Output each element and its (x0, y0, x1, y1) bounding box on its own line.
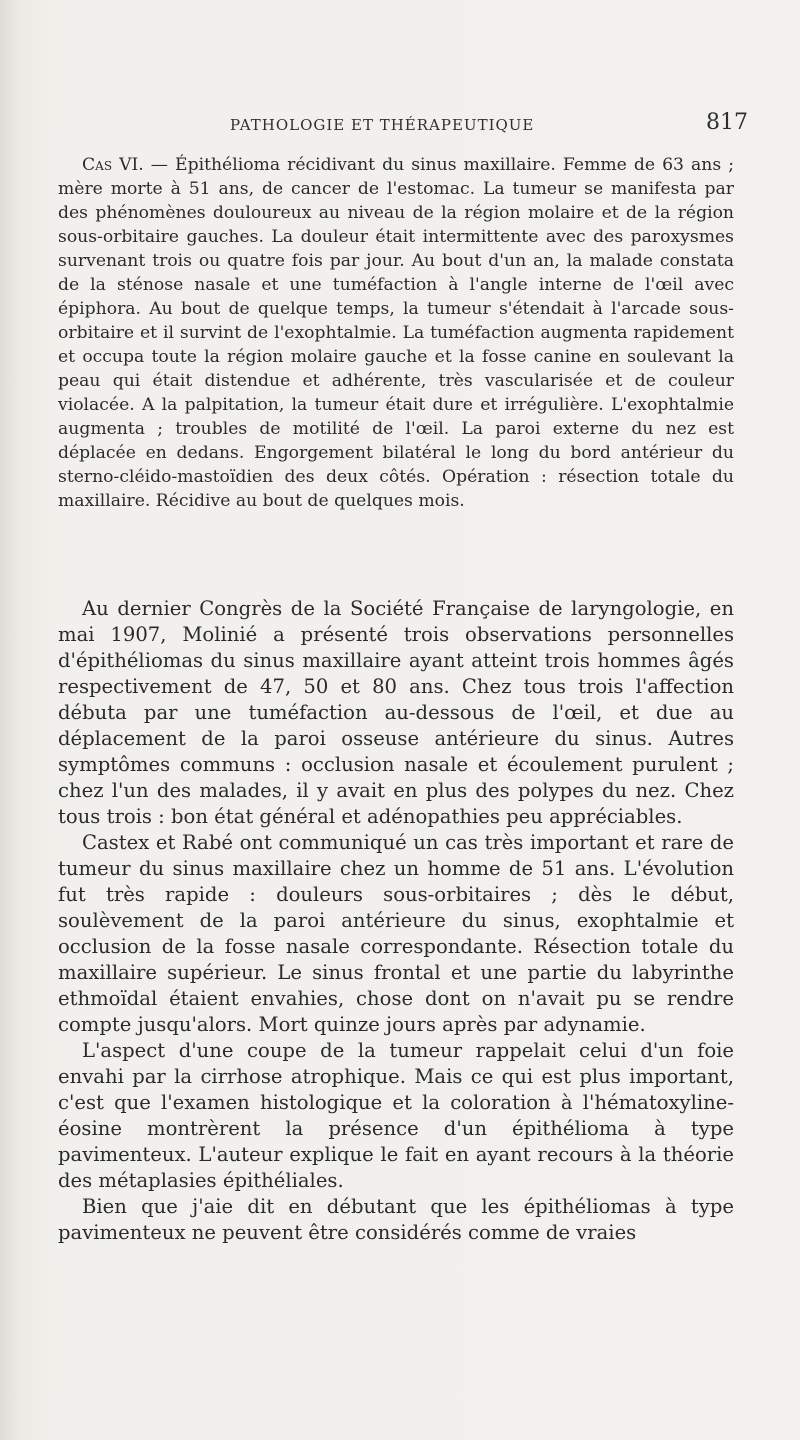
paragraph-aspect-coupe: L'aspect d'une coupe de la tumeur rappelait celui d'un foie envahi par la cirrhose atrophique. Mais ce qui est plus important, c'est que l'examen histologique et la coloration à l'hématoxyline-éosine montrèrent la présence d'un épithélioma à type pavimenteux. L'auteur explique le fait en ayant recours à la théorie des métaplasies épithéliales. (58, 1039, 734, 1192)
paragraph-bien-que: Bien que j'aie dit en débutant que les épithéliomas à type pavimenteux ne peuvent être considérés comme de vraies (58, 1195, 734, 1244)
case-report (58, 153, 734, 513)
case-text: — Épithélioma récidivant du sinus maxillaire. Femme de 63 ans ; mère morte à 51 ans, de cancer de l'estomac. La tumeur se manifesta par des phénomènes douloureux au niveau de la région molaire et de la région sous-orbitaire gauches. La douleur était intermittente avec des paroxysmes survenant trois ou quatre fois par jour. Au bout d'un an, la malade constata de la sténose nasale et une tuméfaction à l'angle interne de l'œil avec épiphora. Au bout de quelque temps, la tumeur s'étendait à l'arcade sous-orbitaire et il survint de l'exophtalmie. La tuméfaction augmenta rapidement et occupa toute la région molaire gauche et la fosse canine en soulevant la peau qui était distendue et adhérente, très vascularisée et de couleur violacée. A la palpitation, la tumeur était dure et irrégulière. L'exophtalmie augmenta ; troubles de motilité de l'œil. La paroi externe du nez est déplacée en dedans. Engorgement bilatéral le long du bord antérieur du sterno-cléido-mastoïdien des deux côtés. Opération : résection totale du maxillaire. Récidive au bout de quelques mois. (58, 155, 734, 511)
case-paragraph (58, 153, 734, 513)
paragraph-congres: Au dernier Congrès de la Société Française de laryngologie, en mai 1907, Molinié a présenté trois observations personnelles d'épithéliomas du sinus maxillaire ayant atteint trois hommes âgés respectivement de 47, 50 et 80 ans. Chez tous trois l'affection débuta par une tuméfaction au-dessous de l'œil, et due au déplacement de la paroi osseuse antérieure du sinus. Autres symptômes communs : occlusion nasale et écoulement purulent ; chez l'un des malades, il y avait en plus des polypes du nez. Chez tous trois : bon état général et adénopathies peu appréciables. (58, 597, 734, 828)
body-text (58, 596, 734, 1246)
paragraph-castex-rabe: Castex et Rabé ont communiqué un cas très important et rare de tumeur du sinus maxillaire chez un homme de 51 ans. L'évolution fut très rapide : douleurs sous-orbitaires ; dès le début, soulèvement de la paroi antérieure du sinus, exophtalmie et occlusion de la fosse nasale correspondante. Résection totale du maxillaire supérieur. Le sinus frontal et une partie du labyrinthe ethmoïdal étaient envahies, chose dont on n'avait pu se rendre compte jusqu'alors. Mort quinze jours après par adynamie. (58, 831, 734, 1036)
running-head: PATHOLOGIE ET THÉRAPEUTIQUE (230, 116, 535, 134)
case-label: Cas VI. (82, 155, 144, 175)
page-number: 817 (706, 110, 748, 135)
